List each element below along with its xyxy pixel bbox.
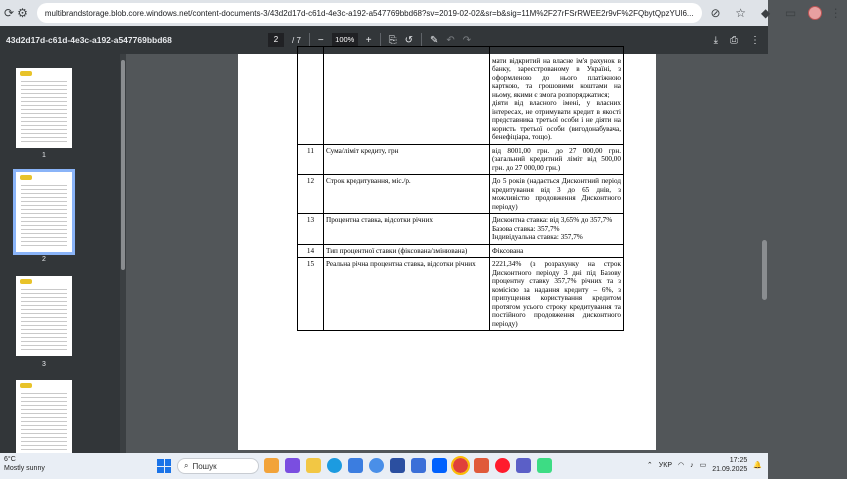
store-icon[interactable]: [348, 458, 363, 473]
divider: [309, 33, 310, 47]
volume-icon[interactable]: ♪: [690, 461, 694, 469]
search-label: Пошук: [192, 461, 217, 471]
chrome-icon[interactable]: [453, 458, 468, 473]
credit-terms-table: [297, 46, 624, 331]
weather-temp: 6°C: [4, 456, 16, 463]
download-icon[interactable]: ⤓: [713, 34, 718, 46]
logo: [20, 383, 32, 388]
zoom-in-button[interactable]: +: [365, 34, 372, 46]
row-label: Сума/ліміт кредиту, грн: [324, 144, 490, 174]
pdf-viewer: [126, 54, 768, 453]
lens-icon[interactable]: [369, 458, 384, 473]
taskbar-search[interactable]: [177, 458, 259, 474]
undo-icon[interactable]: ↶: [446, 34, 455, 46]
windows-taskbar: [0, 453, 768, 479]
notification-icon[interactable]: 🔔: [753, 462, 762, 470]
viewer-scrollbar-thumb[interactable]: [762, 240, 767, 300]
page-total: / 7: [292, 35, 301, 45]
row-value: Дисконтна ставка: від 3,65% до 357,7% Базова ставка: 357,7% Індивідуальна ставка: 357,7%: [490, 214, 624, 244]
l-app-icon[interactable]: [390, 458, 405, 473]
table-row: [298, 47, 624, 145]
table-row: [298, 214, 624, 244]
row-label: Процентна ставка, відсотки річних: [324, 214, 490, 244]
colorful-app-icon[interactable]: [264, 458, 279, 473]
row-number: [298, 47, 324, 145]
search-icon: ⌕: [184, 461, 189, 470]
tab-search-icon[interactable]: ▭: [784, 6, 797, 20]
draw-icon[interactable]: ✎: [429, 34, 439, 46]
row-number: 12: [298, 175, 324, 214]
file-explorer-icon[interactable]: [306, 458, 321, 473]
taskbar-apps: [264, 458, 552, 473]
document-title: 43d2d17d-c61d-4e3c-a192-a547769bbd68: [6, 35, 172, 45]
row-label: Строк кредитування, міс./р.: [324, 175, 490, 214]
menu-dots-icon[interactable]: ⋮: [829, 6, 842, 20]
extension-icon[interactable]: ◆: [760, 6, 771, 20]
android-icon[interactable]: [537, 458, 552, 473]
logo: [20, 279, 32, 284]
row-value: До 5 років (надається Дисконтний період кредитування від 3 до 65 днів, з можливістю продовження Дисконтного періоду): [490, 175, 624, 214]
row-number: 15: [298, 258, 324, 331]
divider: [380, 33, 381, 47]
row-label: [324, 47, 490, 145]
chevron-up-icon[interactable]: ⌃: [646, 462, 653, 470]
language-indicator[interactable]: УКР: [658, 461, 672, 469]
time: 17:25: [729, 457, 748, 464]
page-number-input[interactable]: 2: [268, 33, 284, 47]
chrome-alt-icon[interactable]: [474, 458, 489, 473]
star-icon[interactable]: ☆: [735, 6, 746, 20]
edge-icon[interactable]: [327, 458, 342, 473]
logo: [20, 175, 32, 180]
thumbnail-number: 1: [42, 152, 46, 159]
reload-icon[interactable]: ⟳: [4, 6, 15, 20]
table-row: [298, 258, 624, 331]
battery-icon[interactable]: ▭: [699, 462, 707, 470]
table-row: [298, 175, 624, 214]
logo: [20, 71, 32, 76]
redo-icon[interactable]: ↷: [462, 34, 472, 46]
row-number: 13: [298, 214, 324, 244]
thumbnail-number: 2: [42, 256, 46, 263]
rotate-icon[interactable]: ↺: [404, 34, 413, 46]
zoom-out-button[interactable]: −: [317, 34, 324, 46]
page-thumbnail[interactable]: [16, 380, 72, 460]
dropbox-icon[interactable]: [432, 458, 447, 473]
page-thumbnail-selected[interactable]: [16, 172, 72, 252]
more-icon[interactable]: ⋮: [750, 34, 760, 46]
row-value: мати відкритий на власне ім'я рахунок в банку, зареєстрованому в Україні, з оформленою до нього платіжною карткою, та грошовими коштами на ньому, якими є змога розпоряджатися; діяти від власного імені, у власних інтересах, не отримувати кредит в якості представника третьої особи і не діяти на користь третьої особи (вигодонабувача, бенефіціара, тощо).: [490, 47, 624, 145]
row-number: 11: [298, 144, 324, 174]
site-info-icon[interactable]: ⚙: [17, 6, 28, 20]
mail-icon[interactable]: [411, 458, 426, 473]
date: 21.09.2025: [712, 466, 748, 474]
row-number: 14: [298, 244, 324, 257]
weather-widget[interactable]: [4, 456, 45, 474]
teams-icon[interactable]: [516, 458, 531, 473]
page-thumbnail[interactable]: [16, 276, 72, 356]
row-value: 2221,34% (з розрахунку на строк Дисконтного періоду 3 дні під Базову процентну ставку 357,7% річних та з комісією за надання кредиту – 6%, з припущення користування кредитом протягом усього строку кредитування та постійного продовження дисконтного періоду): [490, 258, 624, 331]
wifi-icon[interactable]: ◠: [678, 462, 685, 470]
print-icon[interactable]: ⎙: [730, 34, 738, 46]
browser-address-bar: [0, 0, 842, 26]
url-field[interactable]: [37, 3, 702, 23]
table-row: [298, 244, 624, 257]
row-value: Фіксована: [490, 244, 624, 257]
opera-icon[interactable]: [495, 458, 510, 473]
system-tray: [647, 456, 762, 474]
divider: [421, 33, 422, 47]
pdf-page: [238, 54, 656, 450]
row-label: Реальна річна процентна ставка, відсотки річних: [324, 258, 490, 331]
thumbnail-sidebar: [0, 54, 120, 453]
start-button[interactable]: [157, 459, 171, 473]
clock[interactable]: [712, 456, 747, 474]
page-thumbnail[interactable]: [16, 68, 72, 148]
url-text[interactable]: multibrandstorage.blob.core.windows.net/content-documents-3/43d2d17d-c61d-4e3c-a192-a547769bbd68?sv=2019-02-02&sr=b&sig=11M%2F27rFSrRWEE2r9vF%2FQbytQpzYUl6...: [44, 8, 694, 18]
sidebar-scrollbar-thumb[interactable]: [121, 60, 125, 270]
eye-off-icon[interactable]: ⊘: [710, 6, 721, 20]
row-value: від 8001,00 грн. до 27 000,00 грн. (загальний кредитний ліміт від 500,00 грн. до 27 000,00 грн.): [490, 144, 624, 174]
fit-page-icon[interactable]: ⎘: [388, 34, 397, 46]
row-label: Тип процентної ставки (фіксована/змінювана): [324, 244, 490, 257]
weather-desc: Mostly sunny: [4, 464, 45, 472]
profile-avatar[interactable]: [808, 6, 822, 20]
thumbnail-number: 3: [42, 361, 46, 368]
table-row: [298, 144, 624, 174]
widgets-icon[interactable]: [285, 458, 300, 473]
zoom-input[interactable]: 100%: [332, 33, 358, 47]
